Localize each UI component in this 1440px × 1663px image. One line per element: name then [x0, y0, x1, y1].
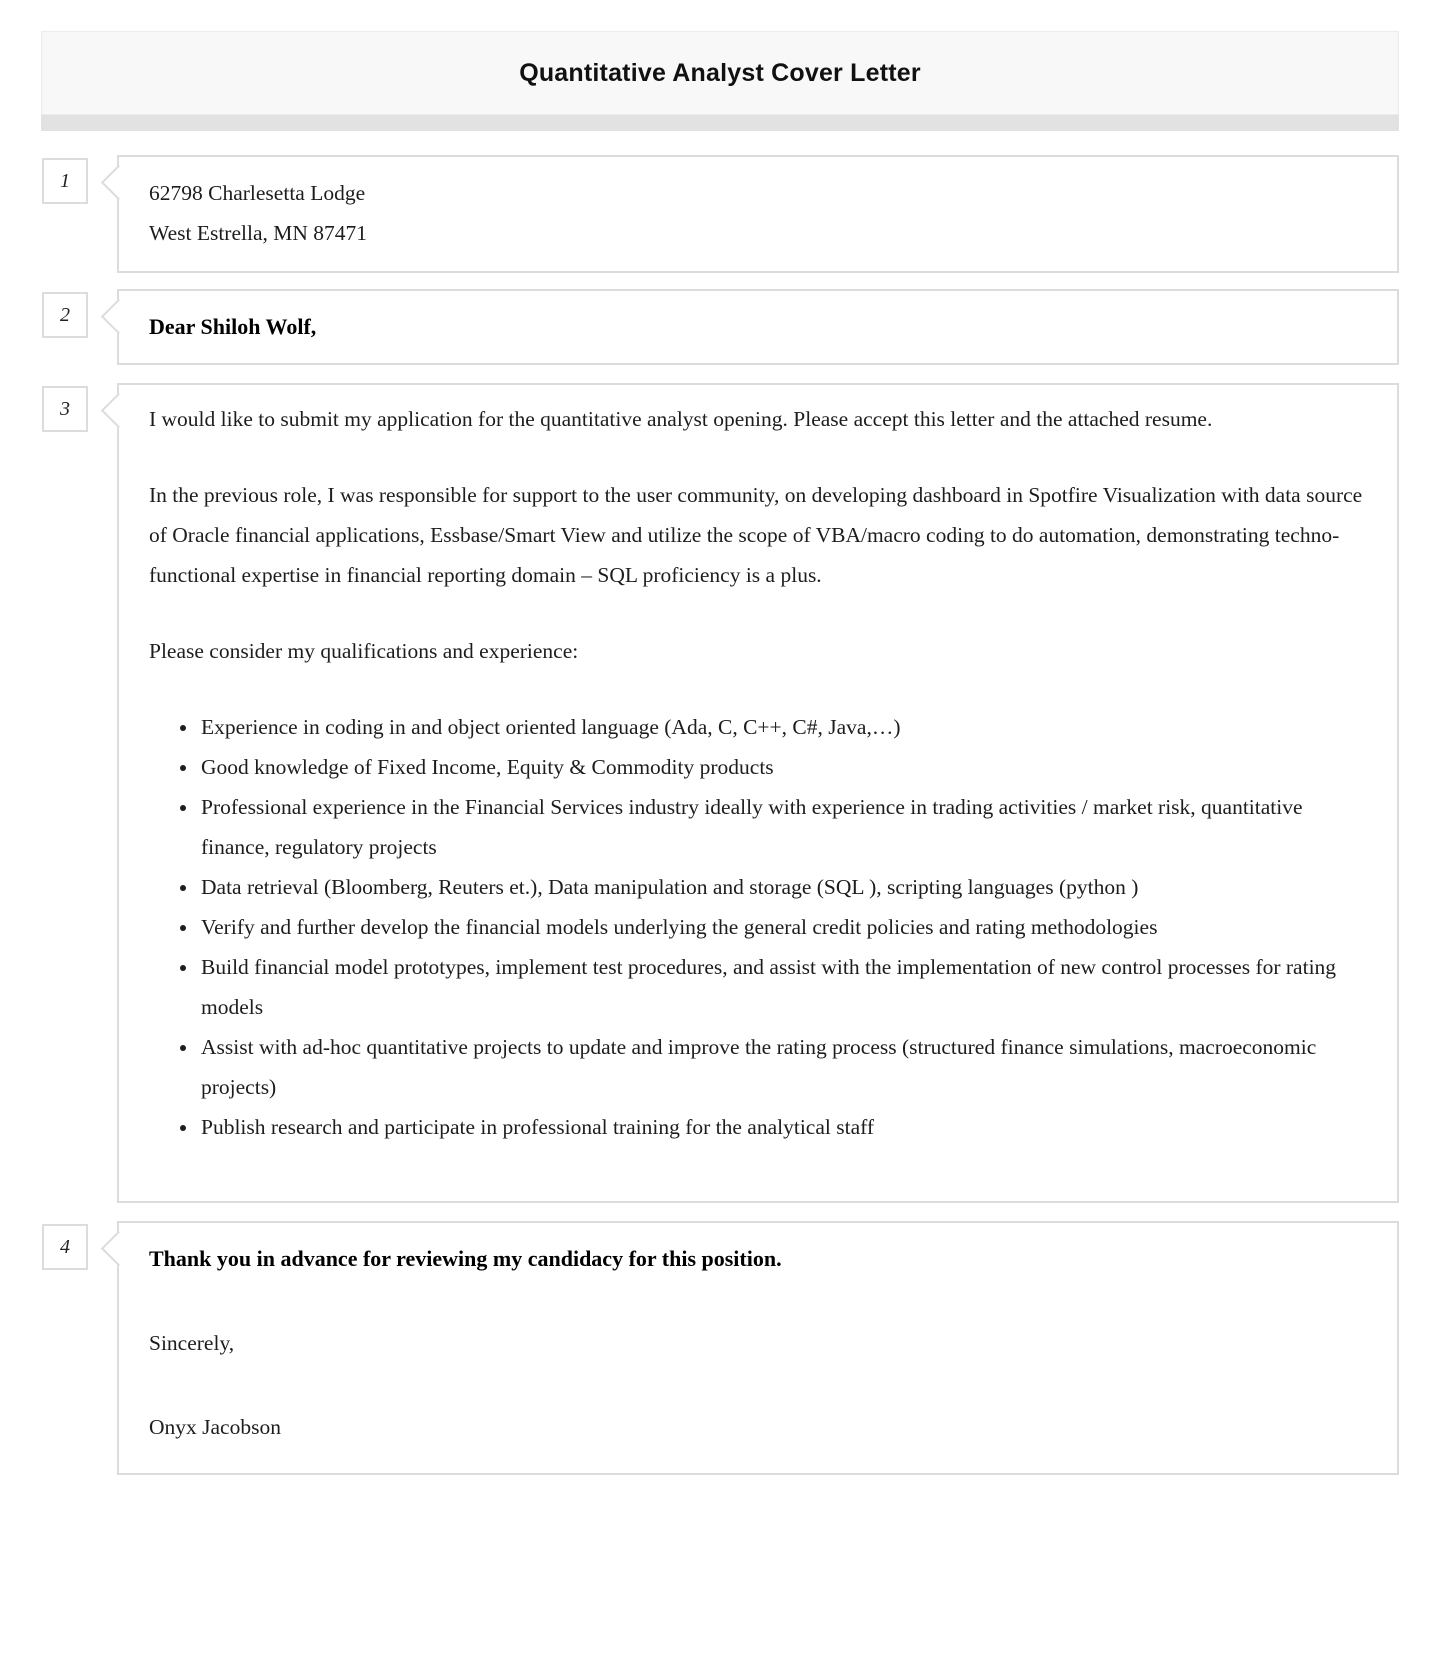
closing-thanks-line: Thank you in advance for reviewing my candidacy for this position.: [149, 1246, 782, 1271]
bullet-item: • Publish research and participate in professional training for the analytical staff: [199, 1107, 1367, 1147]
body-paragraph-previous-role: In the previous role, I was responsible for support to the user community, on developing dashboard in Spotfire Visualization with data source of Oracle financial applications, Essbase/Smart View and utilize the scope of VBA/macro coding to do automation, demonstrating techno-functional expertise in financial reporting domain – SQL proficiency is a plus.: [149, 483, 1363, 587]
signoff-text: Sincerely,: [149, 1331, 235, 1355]
section-salutation: [41, 289, 1399, 365]
address-line-1: 62798 Charlesetta Lodge: [149, 181, 366, 205]
body-paragraph-intro: I would like to submit my application for the quantitative analyst opening. Please accept this letter and the attached resume.: [149, 407, 1213, 431]
bullet-item: • Good knowledge of Fixed Income, Equity & Commodity products: [199, 747, 1367, 787]
qualifications-list: [149, 707, 1367, 1147]
section-number-text: 4: [60, 1235, 70, 1258]
section-number-text: 3: [60, 397, 70, 420]
section-closing: [41, 1221, 1399, 1475]
address-box: [117, 155, 1399, 273]
bullet-item: • Data retrieval (Bloomberg, Reuters et.), Data manipulation and storage (SQL ), scripting languages (python ): [199, 867, 1367, 907]
section-address: [41, 155, 1399, 273]
section-number-badge-4: [42, 1224, 88, 1270]
section-body: [41, 383, 1399, 1203]
body-box: [117, 383, 1399, 1203]
section-number-text: 2: [60, 303, 70, 326]
bullet-item: • Experience in coding in and object oriented language (Ada, C, C++, C#, Java,…): [199, 707, 1367, 747]
bullet-item: • Assist with ad-hoc quantitative projects to update and improve the rating process (structured finance simulations, macroeconomic projects): [199, 1027, 1367, 1107]
address-line-2: West Estrella, MN 87471: [149, 221, 368, 245]
bullet-item: • Verify and further develop the financial models underlying the general credit policies and rating methodologies: [199, 907, 1367, 947]
header-bar: [41, 31, 1399, 115]
body-paragraph-qualifications-lead: Please consider my qualifications and experience:: [149, 639, 579, 663]
salutation-box: [117, 289, 1399, 365]
signature-name: Onyx Jacobson: [149, 1415, 281, 1439]
section-number-badge-3: [42, 386, 88, 432]
bullet-item: • Professional experience in the Financial Services industry ideally with experience in trading activities / market risk, quantitative finance, regulatory projects: [199, 787, 1367, 867]
section-number-text: 1: [60, 169, 70, 192]
bullet-item: • Build financial model prototypes, implement test procedures, and assist with the implementation of new control processes for rating models: [199, 947, 1367, 1027]
salutation-text: Dear Shiloh Wolf,: [149, 314, 317, 339]
header-shadow-strip: [41, 115, 1399, 131]
section-number-badge-1: [42, 158, 88, 204]
cover-letter-page: [41, 0, 1399, 1475]
closing-box: [117, 1221, 1399, 1475]
page-title: Quantitative Analyst Cover Letter: [519, 58, 921, 87]
section-number-badge-2: [42, 292, 88, 338]
